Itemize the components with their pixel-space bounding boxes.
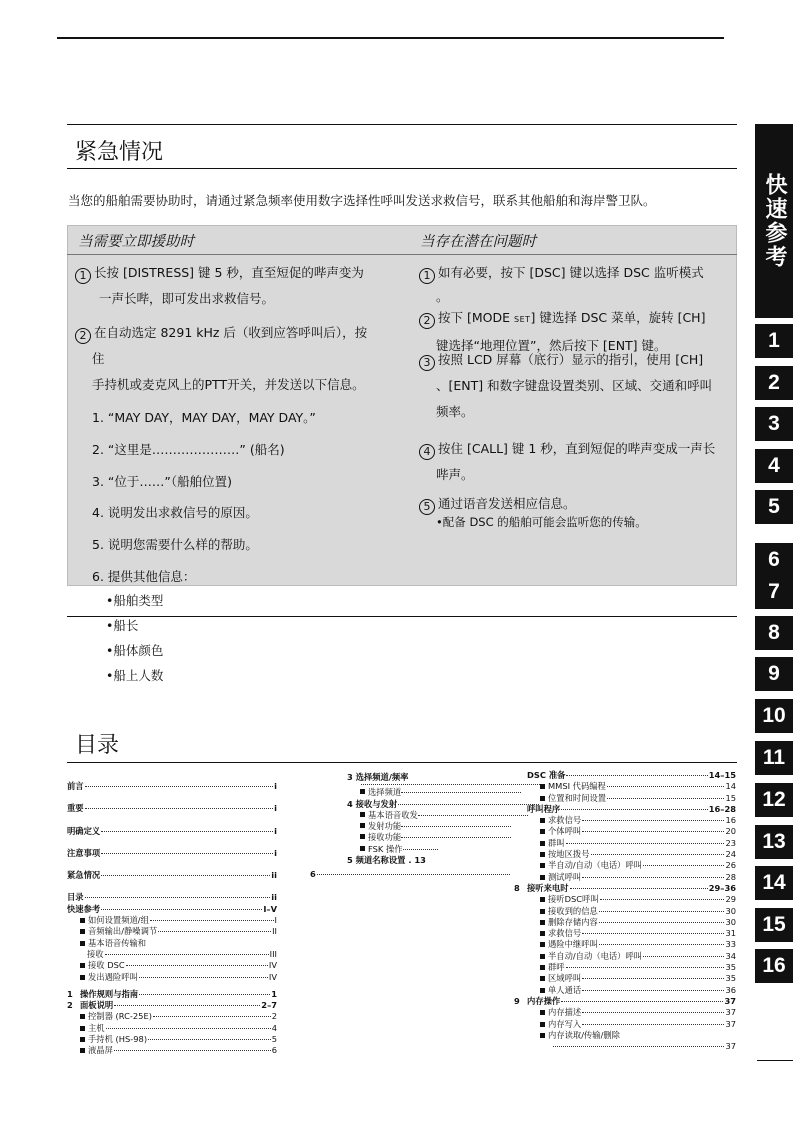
toc-page: 36 [725,984,736,995]
toc-entry[interactable] [527,860,736,871]
toc-page: 15 [725,792,736,803]
toc-entry[interactable] [310,844,540,855]
tab-section-9[interactable]: 9 [755,657,793,691]
toc-section-number: 9 [514,995,520,1006]
toc-leader [566,843,725,844]
emergency-title: 紧急情况 [75,140,164,165]
vessel-info-item: •船体颜色 [106,643,164,658]
toc-page: II [272,926,277,937]
toc-leader [599,944,725,945]
tab-section-2[interactable]: 2 [755,366,793,400]
step-number: 2 [419,313,435,329]
toc-page: 16 [725,815,736,826]
right-step-5 [419,496,647,529]
toc-page: ii [271,870,277,881]
toc-leader [599,922,725,923]
tab-section-16[interactable]: 16 [755,949,793,983]
step-number: 5 [419,499,435,515]
toc-entry[interactable] [527,815,736,826]
toc-entry[interactable] [67,848,277,859]
step-text: 在自动选定 8291 kHz 后（收到应答呼叫后），按 [94,325,368,340]
tab-section-11[interactable]: 11 [755,741,793,775]
step-number: 3 [419,355,435,371]
toc-page: 29 [725,894,736,905]
toc-leader [106,1028,271,1029]
toc-leader [570,888,708,889]
toc-leader [85,786,274,787]
message-item: 4. 说明发出求救信号的原因。 [92,505,258,521]
left-step-2 [75,320,367,398]
tab-section-6[interactable]: 6 [755,543,793,577]
tab-section-15[interactable]: 15 [755,908,793,942]
toc-label: 接收到的信息 [548,905,598,916]
toc-label: 求救信号 [548,815,582,826]
toc-entry[interactable] [67,1011,277,1022]
toc-leader [643,865,724,866]
vessel-info-item: •船上人数 [106,668,164,683]
bullet-square-icon [540,1010,545,1015]
toc-label: 接听来电时 [527,882,569,893]
toc-entry[interactable] [527,1030,736,1041]
toc-entry[interactable] [67,803,277,814]
toc-leader [126,965,268,966]
toc-page: 23 [725,837,736,848]
step-text-cont: 一声长哔，即可发出求救信号。 [99,291,275,306]
message-item: 5. 说明您需要什么样的帮助。 [92,537,258,553]
toc-entry[interactable] [310,832,540,843]
toc-entry[interactable] [527,985,736,996]
toc-section-3[interactable]: 3 选择频道/频率 [347,772,409,782]
toc-entry[interactable] [514,883,736,894]
tab-section-5[interactable]: 5 [755,490,793,524]
toc-page: 30 [725,905,736,916]
mid-rule [67,616,737,617]
toc-page: 31 [725,928,736,939]
step-number: 1 [419,268,435,284]
toc-label: 接收 [87,948,104,959]
bullet-square-icon [540,818,545,823]
toc-label: 面板说明 [80,1000,114,1011]
step-number: 4 [419,444,435,460]
toc-label: 位置和时间设置 [548,792,607,803]
toc-leader [607,798,724,799]
toc-page: 37 [724,995,736,1006]
step-text: 如有必要，按下 [DSC] 键以选择 DSC 监听模式 [438,265,704,280]
toc-leader [114,1005,260,1006]
step-text-cont: 哔声。 [436,467,474,482]
bullet-square-icon [540,829,545,834]
step-text: 按照 LCD 屏幕（底行）显示的指引，使用 [CH] [438,352,704,367]
toc-leader [582,820,724,821]
bullet-square-icon [80,975,85,980]
toc-entry[interactable] [527,872,736,883]
toc-label: 控制器 (RC-25E) [88,1011,152,1022]
toc-entry[interactable] [527,973,736,984]
step-text-smallcaps: SET [513,315,531,324]
toc-leader [582,831,724,832]
toc-entry[interactable] [67,904,277,915]
step-note: •配备 DSC 的船舶可能会监听您的传输。 [436,515,647,529]
step-text-cont: 。 [436,289,449,304]
emergency-top-rule [67,124,737,125]
bullet-square-icon [80,1037,85,1042]
toc-page: IV [268,971,277,982]
tab-section-4[interactable]: 4 [755,449,793,483]
toc-entry[interactable] [527,781,736,792]
toc-label: 发出遇险呼叫 [88,971,138,982]
toc-leader [105,954,269,955]
toc-entry[interactable] [67,1034,277,1045]
toc-label: 呼叫程序 [527,803,561,814]
toc-page: 37 [725,1041,736,1052]
toc-leader [85,808,274,809]
toc-label: 前言 [67,781,84,791]
right-step-4 [419,436,715,488]
bullet-square-icon [540,954,545,959]
bullet-square-icon [540,1033,545,1038]
toc-label: 个体呼叫 [548,826,582,837]
toc-leader [158,931,271,932]
toc-label: 基本语音传输和 [88,937,147,948]
toc-column-3 [514,770,736,1052]
bullet-square-icon [80,963,85,968]
toc-page: IV [268,960,277,971]
tab-section-7[interactable]: 7 [755,575,793,609]
tab-section-12[interactable]: 12 [755,783,793,817]
toc-label: 接收 DSC [88,960,125,971]
message-item: 2. “这里是…………………” (船名) [92,441,285,457]
bullet-square-icon [360,834,365,839]
toc-label: 快速参考 [67,903,101,914]
toc-page: 20 [725,826,736,837]
step-text: 长按 [DISTRESS] 键 5 秒，直至短促的哔声变为 [94,265,364,280]
tab-section-10[interactable]: 10 [755,699,793,733]
toc-label: 求救信号 [548,928,582,939]
vessel-info-item: •船长 [106,618,139,633]
toc-entry[interactable] [527,804,736,815]
toc-section-6[interactable]: 6 [310,869,540,880]
bullet-square-icon [80,929,85,934]
step-text-cont: 住 [92,351,105,366]
bullet-square-icon [80,1048,85,1053]
toc-entry[interactable]: 选择频道 [310,787,540,798]
toc-entry[interactable] [67,1000,277,1011]
toc-entry[interactable] [527,962,736,973]
toc-label: 目录 [67,892,84,903]
toc-label: FSK 操作 [368,843,403,854]
toc-entry[interactable] [67,915,277,926]
toc-section-number: 2 [67,1000,73,1011]
right-step-3 [419,347,712,425]
toc-entry[interactable] [527,951,736,962]
toc-leader [607,786,725,787]
toc-label: 内存操作 [527,995,561,1006]
toc-entry[interactable] [527,1041,736,1052]
toc-section-number: 8 [514,882,520,893]
toc-page: i [274,803,277,814]
toc-leader [561,1001,723,1002]
vessel-info-list [106,588,163,688]
right-step-1 [419,260,704,308]
left-step-1 [75,260,364,312]
toc-page: 5 [271,1034,277,1045]
bullet-square-icon [360,823,365,828]
toc-entry[interactable] [527,1019,736,1030]
toc-page: 34 [725,950,736,961]
toc-page: 26 [725,860,736,871]
right-heading: 当存在潜在问题时 [420,234,536,250]
toc-leader [85,897,271,898]
toc-entry[interactable] [67,781,277,792]
toc-leader [148,1039,271,1040]
toc-label: 群叫 [548,837,565,848]
toc-page: i [274,781,277,791]
toc-entry[interactable] [527,793,736,804]
toc-entry[interactable] [527,826,736,837]
step-text: 通过语音发送相应信息。 [438,496,576,511]
toc-leader [153,1016,271,1017]
bullet-square-icon [540,852,545,857]
toc-entry[interactable] [67,892,277,903]
toc-page: i [274,847,277,858]
tab-section-14[interactable]: 14 [755,866,793,900]
bullet-square-icon [540,988,545,993]
toc-leader [553,1046,724,1047]
toc-leader [643,956,724,957]
toc-leader [582,877,724,878]
toc-page: 28 [725,871,736,882]
toc-leader [561,809,708,810]
toc-leader [101,853,273,854]
toc-leader [582,978,724,979]
toc-title: 目录 [75,733,120,758]
message-items [92,402,316,593]
top-rule [57,37,724,39]
toc-leader [566,775,707,776]
toc-leader [600,899,725,900]
toc-page: I [274,915,277,926]
toc-label: 半自动/自动（电话）呼叫 [548,860,643,871]
toc-entry[interactable] [310,821,540,832]
toc-page: 2–7 [261,1000,277,1011]
toc-page: III [269,948,277,959]
bullet-square-icon [80,941,85,946]
bullet-square-icon [540,863,545,868]
toc-label: 明确定义 [67,825,101,836]
toc-label: 手持机 (HS-98) [88,1034,148,1045]
toc-leader [101,909,262,910]
step-text: ] 键选择 DSC 菜单，旋转 [CH] [530,310,706,325]
toc-page: 33 [725,939,736,950]
message-item: 3. “位于……”（船舶位置) [92,473,232,489]
toc-entry[interactable] [527,906,736,917]
toc-leader [101,831,273,832]
tab-section-8[interactable]: 8 [755,616,793,650]
toc-label: 内存描述 [548,1007,582,1018]
step-text-cont: 、[ENT] 和数字键盘设置类别、区域、交通和呼叫 [436,378,713,393]
toc-entry[interactable] [67,938,277,949]
toc-dots-line [310,786,540,787]
corner-rule [757,1060,793,1061]
toc-entry[interactable] [67,972,277,983]
bullet-square-icon [540,784,545,789]
tab-section-1[interactable]: 1 [755,324,793,358]
toc-label: MMSI 代码编程 [548,781,606,792]
toc-leader [582,990,724,991]
toc-entry[interactable] [527,917,736,928]
emergency-intro: 当您的船舶需要协助时，请通过紧急频率使用数字选择性呼叫发送求救信号，联系其他船舶和海岸警卫队。 [68,193,656,208]
bullet-square-icon [540,965,545,970]
toc-label: 区域呼叫 [548,973,582,984]
bullet-square-icon [540,909,545,914]
bullet-square-icon [80,1014,85,1019]
toc-page: 29–36 [708,882,736,893]
toc-title-rule [67,762,737,763]
toc-page: 2 [271,1011,277,1022]
toc-label: 音频输出/静噪调节 [88,926,158,937]
toc-entry[interactable] [527,838,736,849]
toc-label: 注意事项 [67,847,101,858]
toc-label: 如何设置频道/组 [88,915,149,926]
bullet-square-icon [80,918,85,923]
bullet-square-icon [540,897,545,902]
toc-label: 内存读取/传输/删除 [548,1029,620,1040]
toc-label: 按地区拨号 [548,849,590,860]
emergency-title-rule [67,168,737,169]
step-number: 1 [75,268,91,284]
toc-entry[interactable] [67,1023,277,1034]
toc-leader [566,967,725,968]
toc-label: 基本语音收发 [368,809,418,820]
toc-leader [599,911,725,912]
vessel-info-item: •船舶类型 [106,593,164,608]
heading-rule [67,254,737,255]
left-heading: 当需要立即援助时 [78,234,194,250]
toc-label: 主机 [88,1022,105,1033]
toc-entry[interactable] [67,989,277,1000]
tab-section-13[interactable]: 13 [755,825,793,859]
toc-entry[interactable] [527,770,736,781]
toc-label: 删除存储内容 [548,916,598,927]
toc-entry[interactable] [527,894,736,905]
toc-leader [591,854,725,855]
toc-page: 1 [271,988,277,999]
toc-page: 14 [725,781,736,792]
bullet-square-icon [540,920,545,925]
toc-label: 内存写入 [548,1018,582,1029]
toc-section-5[interactable]: 5 频道名称设置 . 13 [347,855,426,866]
toc-entry[interactable] [67,870,277,881]
message-item: 1. “MAY DAY，MAY DAY，MAY DAY。” [92,410,316,425]
toc-entry[interactable] [527,849,736,860]
toc-column-2 [310,772,540,881]
bullet-square-icon [540,875,545,880]
toc-leader [139,994,270,995]
tab-quick-reference[interactable]: 快速参考 [755,124,793,318]
bullet-square-icon [360,812,365,817]
toc-leader [101,875,270,876]
toc-label: 接听DSC呼叫 [548,894,599,905]
step-number: 2 [75,328,91,344]
toc-entry[interactable] [67,960,277,971]
step-text: 按住 [CALL] 键 1 秒，直到短促的哔声变成一声长 [438,441,716,456]
toc-page: 4 [271,1022,277,1033]
bullet-square-icon [540,931,545,936]
toc-page: i [274,825,277,836]
toc-label: 半自动/自动（电话）呼叫 [548,950,643,961]
toc-label: 遇险中继呼叫 [548,939,598,950]
toc-entry[interactable] [67,1045,277,1056]
toc-section-4-subs [310,810,540,855]
toc-entry[interactable] [310,810,540,821]
bullet-square-icon [540,841,545,846]
toc-label: 发射功能 [368,821,402,832]
toc-entry[interactable] [527,939,736,950]
bullet-square-icon [540,976,545,981]
toc-entry[interactable] [67,826,277,837]
toc-page: 35 [725,962,736,973]
toc-page: I–V [263,903,277,914]
toc-label: 液晶屏 [88,1045,113,1056]
toc-label: 紧急情况 [67,870,101,881]
toc-page: 37 [725,1018,736,1029]
toc-page: 37 [725,1007,736,1018]
toc-label: 接收功能 [368,832,402,843]
toc-page: 30 [725,916,736,927]
toc-leader [582,933,724,934]
toc-label: 群呼 [548,962,565,973]
toc-label: 重要 [67,803,84,814]
toc-page: 14–15 [708,770,736,780]
bullet-square-icon [80,1026,85,1031]
toc-label: 测试呼叫 [548,871,582,882]
bullet-square-icon [540,1022,545,1027]
bullet-square-icon [360,789,365,794]
toc-leader [139,977,268,978]
toc-entry[interactable] [527,1007,736,1018]
toc-entry[interactable] [514,996,736,1007]
toc-leader [582,1024,724,1025]
toc-entry[interactable] [527,928,736,939]
bullet-square-icon [540,942,545,947]
toc-leader [114,1050,271,1051]
toc-page: 35 [725,973,736,984]
message-item: 6. 提供其他信息： [92,568,196,584]
toc-page: 16–28 [708,803,736,814]
step-text-cont: 手持机或麦克风上的PTT开关，并发送以下信息。 [92,377,365,392]
toc-page: 24 [725,849,736,860]
toc-label: 操作规则与指南 [80,988,139,999]
step-text-cont: 频率。 [436,404,474,419]
bullet-square-icon [540,796,545,801]
toc-section-4[interactable]: 4 接收与发射 [310,799,540,810]
toc-leader [582,1012,724,1013]
toc-page: ii [271,892,277,903]
tab-section-3[interactable]: 3 [755,407,793,441]
toc-label: 单人通话 [548,984,582,995]
step-text-cont: 键选择“地理位置”，然后按下 [ENT] 键。 [436,338,667,353]
toc-label: DSC 准备 [527,770,566,780]
toc-entry[interactable] [67,926,277,937]
bullet-square-icon [360,846,365,851]
toc-entry[interactable] [67,949,277,960]
toc-page: 6 [271,1045,277,1056]
toc-section-number: 1 [67,988,73,999]
toc-leader [150,920,274,921]
step-text: 按下 [MODE [438,310,514,325]
toc-column-1 [67,781,277,1057]
